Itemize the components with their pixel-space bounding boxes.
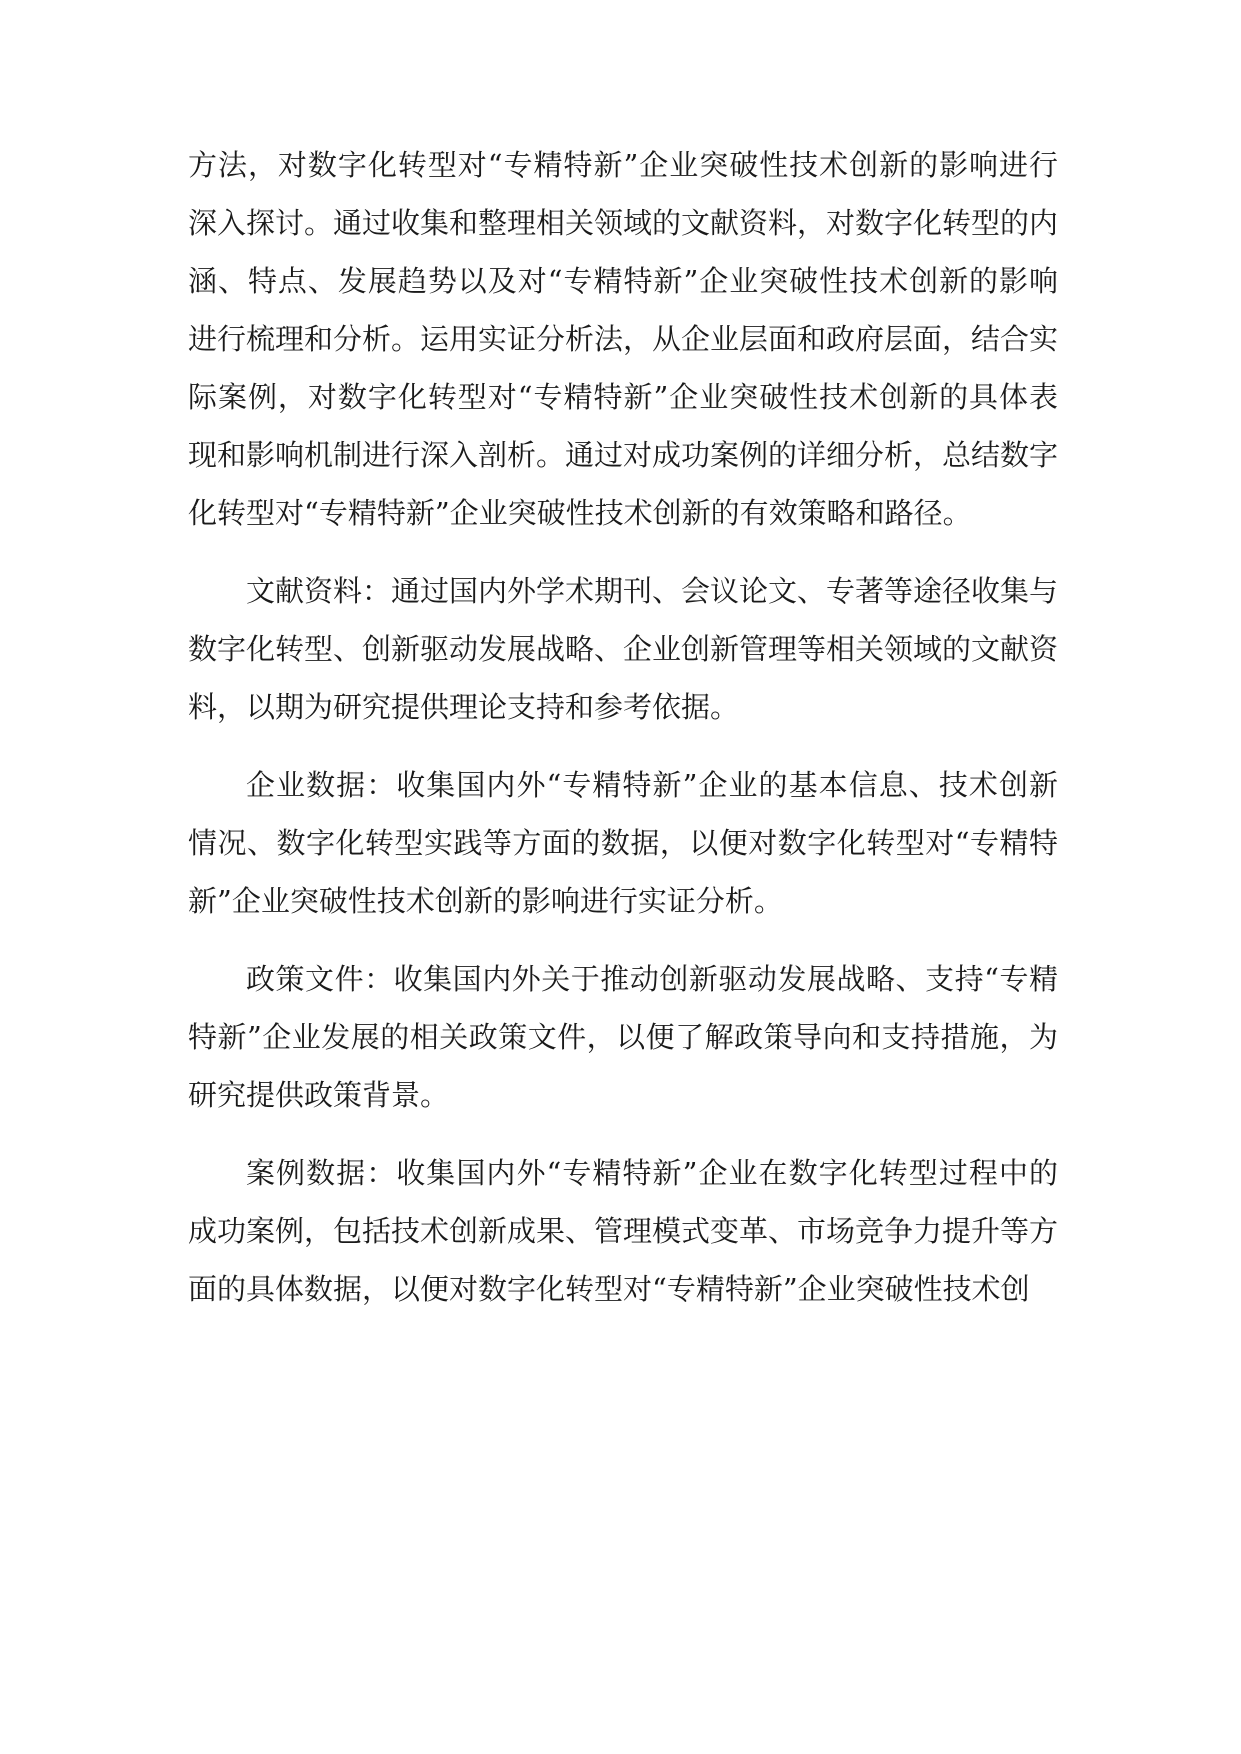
paragraph-case-data: 案例数据：收集国内外“专精特新”企业在数字化转型过程中的成功案例，包括技术创新成果、管理模式变革、市场竞争力提升等方面的具体数据，以便对数字化转型对“专精特新”企业突破性技术创	[188, 1156, 1059, 1306]
paragraph-continuation: 方法，对数字化转型对“专精特新”企业突破性技术创新的影响进行深入探讨。通过收集和整理相关领域的文献资料，对数字化转型的内涵、特点、发展趋势以及对“专精特新”企业突破性技术创新的影响进行梳理和分析。运用实证分析法，从企业层面和政府层面，结合实际案例，对数字化转型对“专精特新”企业突破性技术创新的具体表现和影响机制进行深入剖析。通过对成功案例的详细分析，总结数字化转型对“专精特新”企业突破性技术创新的有效策略和路径。	[188, 148, 1059, 530]
paragraph-literature: 文献资料：通过国内外学术期刊、会议论文、专著等途径收集与数字化转型、创新驱动发展战略、企业创新管理等相关领域的文献资料，以期为研究提供理论支持和参考依据。	[188, 574, 1059, 724]
paragraph-policy-documents: 政策文件：收集国内外关于推动创新驱动发展战略、支持“专精特新”企业发展的相关政策文件，以便了解政策导向和支持措施，为研究提供政策背景。	[188, 962, 1058, 1112]
document-body	[188, 136, 1058, 1338]
paragraph-enterprise-data: 企业数据：收集国内外“专精特新”企业的基本信息、技术创新情况、数字化转型实践等方面的数据，以便对数字化转型对“专精特新”企业突破性技术创新的影响进行实证分析。	[188, 768, 1058, 918]
